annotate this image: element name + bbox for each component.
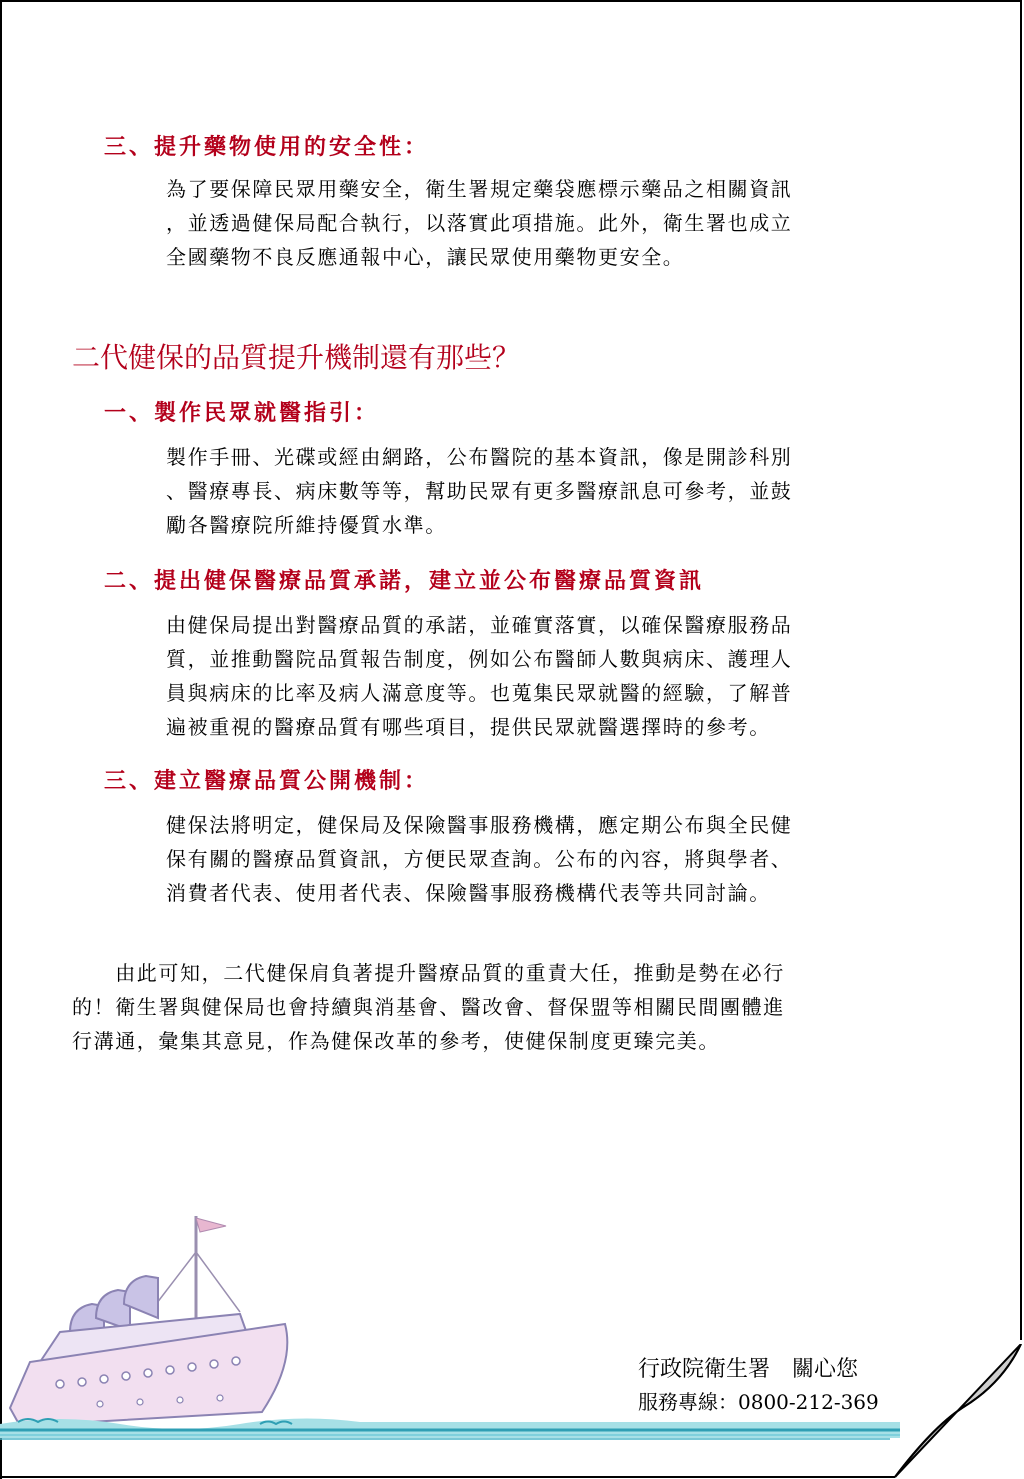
paragraph-line: 的！衛生署與健保局也會持續與消基會、醫改會、督保盟等相關民間團體進 [72, 995, 785, 1019]
paragraph-line: 健保法將明定，健保局及保險醫事服務機構，應定期公布與全民健 [166, 813, 793, 837]
section-heading-disclosure: 三、建立醫療品質公開機制： [104, 768, 430, 794]
guide-paragraph [166, 440, 792, 542]
footer-hotline: 服務專線：0800-212-369 [638, 1390, 879, 1414]
disclosure-paragraph [166, 808, 792, 910]
paragraph-line: 、醫療專長、病床數等等，幫助民眾有更多醫療訊息可參考，並鼓 [166, 479, 793, 503]
paragraph-line: 行溝通，彙集其意見，作為健保改革的參考，使健保制度更臻完美。 [72, 1029, 720, 1053]
cruise-ship-icon [0, 1212, 900, 1476]
question-title: 二代健保的品質提升機制還有那些？ [72, 341, 521, 374]
section-heading-drug-safety: 三、提升藥物使用的安全性： [104, 134, 430, 160]
paragraph-line: 消費者代表、使用者代表、保險醫事服務機構代表等共同討論。 [166, 881, 771, 905]
quality-commitment-paragraph [166, 608, 792, 744]
paragraph-line: ，並透過健保局配合執行，以落實此項措施。此外，衛生署也成立 [166, 211, 793, 235]
paragraph-line: 製作手冊、光碟或經由網路，公布醫院的基本資訊，像是開診科別 [166, 445, 793, 469]
paragraph-line: 勵各醫療院所維持優質水準。 [166, 513, 447, 537]
paragraph-line: 質，並推動醫院品質報告制度，例如公布醫師人數與病床、護理人 [166, 647, 793, 671]
paragraph-line: 由健保局提出對醫療品質的承諾，並確實落實，以確保醫療服務品 [166, 613, 793, 637]
section-heading-guide: 一、製作民眾就醫指引： [104, 400, 380, 426]
paragraph-line: 全國藥物不良反應通報中心，讓民眾使用藥物更安全。 [166, 245, 685, 269]
closing-paragraph [72, 956, 952, 1058]
section-heading-quality-commitment: 二、提出健保醫療品質承諾，建立並公布醫療品質資訊 [104, 568, 705, 594]
drug-safety-paragraph [166, 172, 792, 274]
paragraph-line: 保有關的醫療品質資訊，方便民眾查詢。公布的內容，將與學者、 [166, 847, 793, 871]
page-curl-icon [892, 1344, 1024, 1479]
paragraph-line: 遍被重視的醫療品質有哪些項目，提供民眾就醫選擇時的參考。 [166, 715, 771, 739]
footer-organization: 行政院衛生署 關心您 [638, 1357, 859, 1382]
paragraph-line: 為了要保障民眾用藥安全，衛生署規定藥袋應標示藥品之相關資訊 [166, 177, 793, 201]
paragraph-line: 由此可知，二代健保肩負著提升醫療品質的重責大任，推動是勢在必行 [72, 961, 785, 985]
paragraph-line: 員與病床的比率及病人滿意度等。也蒐集民眾就醫的經驗，了解普 [166, 681, 793, 705]
